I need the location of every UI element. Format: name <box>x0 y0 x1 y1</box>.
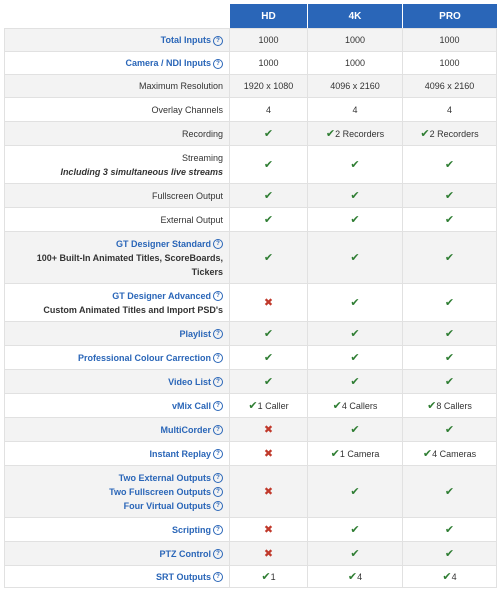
cross-icon: ✖ <box>263 296 274 309</box>
cell-value: 1000 <box>439 58 460 68</box>
feature-label-cell <box>4 283 229 321</box>
feature-link[interactable]: vMix Call <box>171 400 211 411</box>
edition-cell-4k <box>307 97 402 121</box>
feature-label: Overlay Channels <box>151 104 223 115</box>
header-hd: HD <box>229 4 307 28</box>
feature-label: Maximum Resolution <box>138 81 223 91</box>
check-icon: ✔ <box>444 296 455 309</box>
edition-cell-hd <box>229 393 307 417</box>
help-icon[interactable]: ? <box>213 401 223 411</box>
feature-label: 100+ Built-In Animated Titles, ScoreBoards, <box>36 252 223 263</box>
edition-cell-4k <box>307 74 402 97</box>
check-icon: ✔ <box>263 127 274 140</box>
feature-link[interactable]: Video List <box>168 376 211 387</box>
check-icon: ✔ <box>444 523 455 536</box>
edition-cell-pro <box>402 541 497 565</box>
edition-cell-4k <box>307 231 402 283</box>
cell-value: 4 <box>446 104 452 115</box>
cross-icon: ✖ <box>263 547 274 560</box>
feature-label-line <box>9 523 223 537</box>
check-icon: ✔ <box>248 399 258 412</box>
edition-cell-pro <box>402 74 497 97</box>
check-icon: ✔ <box>444 485 455 498</box>
help-icon[interactable]: ? <box>213 501 223 511</box>
feature-link[interactable]: Two External Outputs <box>118 472 211 483</box>
feature-link[interactable]: GT Designer Standard <box>115 238 211 249</box>
feature-label-cell <box>4 183 229 207</box>
feature-label-line <box>9 485 223 499</box>
edition-cell-hd <box>229 517 307 541</box>
feature-row <box>4 97 497 121</box>
feature-label: Streaming <box>181 152 223 163</box>
feature-label-line <box>9 499 223 513</box>
cell-value: 4096 x 2160 <box>424 81 475 91</box>
cell-value: 4 <box>265 104 271 115</box>
cell-value: 1920 x 1080 <box>243 81 294 91</box>
feature-link[interactable]: MultiCorder <box>160 424 211 435</box>
feature-label-line <box>9 151 223 165</box>
edition-cell-4k <box>307 283 402 321</box>
edition-cell-pro <box>402 97 497 121</box>
check-icon: ✔ <box>263 375 274 388</box>
edition-cell-pro <box>402 28 497 51</box>
feature-row <box>4 517 497 541</box>
feature-label-line <box>9 265 223 279</box>
feature-label-line <box>9 447 223 461</box>
feature-label-line <box>9 127 223 141</box>
check-icon: ✔ <box>422 447 433 460</box>
feature-row <box>4 565 497 588</box>
check-icon: ✔ <box>263 158 274 171</box>
edition-cell-pro <box>402 517 497 541</box>
feature-row <box>4 417 497 441</box>
cell-value: 1000 <box>258 35 279 45</box>
check-icon: ✔ <box>444 547 455 560</box>
feature-label-line <box>9 423 223 437</box>
feature-label-cell <box>4 517 229 541</box>
check-icon: ✔ <box>444 189 455 202</box>
feature-row <box>4 145 497 183</box>
feature-row <box>4 321 497 345</box>
feature-label-line <box>9 56 223 70</box>
help-icon[interactable]: ? <box>213 59 223 69</box>
feature-link[interactable]: PTZ Control <box>159 548 211 559</box>
edition-cell-4k <box>307 517 402 541</box>
check-icon: ✔ <box>427 399 437 412</box>
check-icon: ✔ <box>350 213 360 226</box>
cell-value: 2 Recorders <box>429 128 479 139</box>
edition-comparison-table <box>4 4 497 588</box>
feature-link[interactable]: Total Inputs <box>160 35 211 45</box>
cross-icon: ✖ <box>263 485 274 498</box>
cell-value: 8 Callers <box>436 400 472 411</box>
feature-link[interactable]: Playlist <box>179 328 211 339</box>
feature-label: Fullscreen Output <box>151 190 223 201</box>
edition-cell-pro <box>402 417 497 441</box>
feature-row <box>4 369 497 393</box>
edition-cell-hd <box>229 231 307 283</box>
feature-label: Including 3 simultaneous live streams <box>60 166 223 177</box>
edition-cell-hd <box>229 321 307 345</box>
feature-label-line <box>9 399 223 413</box>
feature-link[interactable]: Four Virtual Outputs <box>123 500 211 511</box>
check-icon: ✔ <box>444 158 455 171</box>
cell-value: 1 <box>270 571 276 582</box>
check-icon: ✔ <box>444 327 455 340</box>
edition-cell-hd <box>229 207 307 231</box>
feature-row <box>4 465 497 517</box>
edition-cell-pro <box>402 283 497 321</box>
feature-label-line <box>9 237 223 251</box>
edition-cell-pro <box>402 565 497 588</box>
edition-cell-hd <box>229 345 307 369</box>
feature-label-line <box>9 213 223 227</box>
feature-row <box>4 51 497 74</box>
check-icon: ✔ <box>350 296 360 309</box>
feature-label-cell <box>4 345 229 369</box>
feature-label-cell <box>4 51 229 74</box>
check-icon: ✔ <box>350 251 360 264</box>
cell-value: 4 <box>357 571 363 582</box>
edition-cell-hd <box>229 74 307 97</box>
edition-cell-4k <box>307 145 402 183</box>
help-icon[interactable]: ? <box>213 473 223 483</box>
cell-value: 2 Recorders <box>335 128 385 139</box>
help-icon[interactable]: ? <box>213 572 223 582</box>
check-icon: ✔ <box>442 570 452 583</box>
feature-label-line <box>9 375 223 389</box>
feature-label-cell <box>4 541 229 565</box>
feature-label-line <box>9 351 223 365</box>
feature-label-cell <box>4 369 229 393</box>
edition-cell-hd <box>229 97 307 121</box>
edition-cell-pro <box>402 321 497 345</box>
edition-cell-hd <box>229 441 307 465</box>
edition-cell-hd <box>229 183 307 207</box>
help-icon[interactable]: ? <box>213 36 223 46</box>
feature-label-line <box>9 33 223 47</box>
edition-cell-pro <box>402 441 497 465</box>
check-icon: ✔ <box>350 351 360 364</box>
check-icon: ✔ <box>325 127 336 140</box>
check-icon: ✔ <box>350 158 360 171</box>
cross-icon: ✖ <box>263 447 274 460</box>
edition-cell-hd <box>229 541 307 565</box>
edition-cell-hd <box>229 51 307 74</box>
cell-value: 1000 <box>344 58 366 68</box>
edition-cell-pro <box>402 121 497 145</box>
check-icon: ✔ <box>350 523 360 536</box>
feature-label-cell <box>4 417 229 441</box>
cross-icon: ✖ <box>263 523 274 536</box>
feature-label-line <box>9 303 223 317</box>
edition-cell-pro <box>402 231 497 283</box>
feature-link[interactable]: Camera / NDI Inputs <box>125 58 211 68</box>
cell-value: 1000 <box>258 58 279 68</box>
check-icon: ✔ <box>263 251 274 264</box>
feature-label-cell <box>4 565 229 588</box>
check-icon: ✔ <box>263 189 274 202</box>
feature-label-line <box>9 547 223 561</box>
check-icon: ✔ <box>420 127 430 140</box>
cell-value: 1000 <box>344 35 366 45</box>
check-icon: ✔ <box>350 189 360 202</box>
edition-cell-hd <box>229 417 307 441</box>
feature-label-line <box>9 570 223 584</box>
edition-cell-hd <box>229 565 307 588</box>
edition-cell-4k <box>307 183 402 207</box>
help-icon[interactable]: ? <box>213 329 223 339</box>
check-icon: ✔ <box>444 251 455 264</box>
cell-value: 4 Callers <box>341 400 378 411</box>
help-icon[interactable]: ? <box>213 353 223 363</box>
edition-cell-4k <box>307 28 402 51</box>
feature-row <box>4 231 497 283</box>
help-icon[interactable]: ? <box>213 377 223 387</box>
check-icon: ✔ <box>350 327 360 340</box>
edition-cell-hd <box>229 121 307 145</box>
feature-label-line <box>9 189 223 203</box>
cross-icon: ✖ <box>263 423 274 436</box>
help-icon[interactable]: ? <box>213 425 223 435</box>
edition-cell-pro <box>402 207 497 231</box>
help-icon[interactable]: ? <box>213 449 223 459</box>
feature-row <box>4 541 497 565</box>
help-icon[interactable]: ? <box>213 525 223 535</box>
feature-label-cell <box>4 145 229 183</box>
feature-label-cell <box>4 465 229 517</box>
feature-label-line <box>9 79 223 93</box>
edition-cell-4k <box>307 441 402 465</box>
check-icon: ✔ <box>347 570 358 583</box>
feature-row <box>4 74 497 97</box>
help-icon[interactable]: ? <box>213 487 223 497</box>
feature-link[interactable]: Instant Replay <box>149 448 211 459</box>
edition-cell-pro <box>402 465 497 517</box>
check-icon: ✔ <box>350 423 360 436</box>
feature-row <box>4 393 497 417</box>
edition-cell-pro <box>402 369 497 393</box>
help-icon[interactable]: ? <box>213 291 223 301</box>
check-icon: ✔ <box>350 375 360 388</box>
edition-cell-hd <box>229 369 307 393</box>
feature-label-cell <box>4 74 229 97</box>
check-icon: ✔ <box>332 399 342 412</box>
edition-cell-4k <box>307 321 402 345</box>
feature-label-line <box>9 471 223 485</box>
feature-row <box>4 345 497 369</box>
feature-label-cell <box>4 441 229 465</box>
feature-label: External Output <box>160 214 223 225</box>
cell-value: 1 Caller <box>257 400 289 411</box>
feature-label-cell <box>4 97 229 121</box>
edition-cell-4k <box>307 51 402 74</box>
check-icon: ✔ <box>444 351 455 364</box>
edition-cell-pro <box>402 145 497 183</box>
header-4k: 4K <box>307 4 402 28</box>
feature-label-cell <box>4 207 229 231</box>
check-icon: ✔ <box>263 351 274 364</box>
feature-label: Custom Animated Titles and Import PSD's <box>43 304 223 315</box>
feature-row <box>4 121 497 145</box>
header-row <box>4 4 497 28</box>
feature-row <box>4 28 497 51</box>
edition-cell-4k <box>307 369 402 393</box>
edition-cell-hd <box>229 465 307 517</box>
feature-label-cell <box>4 28 229 51</box>
edition-cell-4k <box>307 121 402 145</box>
feature-link[interactable]: Professional Colour Carrection <box>77 352 211 363</box>
check-icon: ✔ <box>444 213 455 226</box>
feature-label-cell <box>4 393 229 417</box>
edition-cell-4k <box>307 393 402 417</box>
edition-cell-4k <box>307 541 402 565</box>
cell-value: 4096 x 2160 <box>330 81 380 91</box>
feature-row <box>4 441 497 465</box>
cell-value: 4 Cameras <box>432 448 477 459</box>
help-icon[interactable]: ? <box>213 239 223 249</box>
feature-row <box>4 283 497 321</box>
check-icon: ✔ <box>263 213 274 226</box>
feature-label-line <box>9 251 223 265</box>
header-pro: PRO <box>402 4 497 28</box>
feature-label-cell <box>4 121 229 145</box>
feature-row <box>4 207 497 231</box>
feature-row <box>4 183 497 207</box>
feature-link[interactable]: Scripting <box>171 524 211 535</box>
feature-rows <box>4 28 497 588</box>
check-icon: ✔ <box>444 423 455 436</box>
check-icon: ✔ <box>350 547 360 560</box>
feature-link[interactable]: Two Fullscreen Outputs <box>109 486 211 497</box>
edition-cell-hd <box>229 145 307 183</box>
edition-cell-4k <box>307 565 402 588</box>
feature-label: Tickers <box>191 266 223 277</box>
feature-label-line <box>9 165 223 179</box>
edition-cell-4k <box>307 417 402 441</box>
edition-cell-4k <box>307 465 402 517</box>
cell-value: 4 <box>451 571 457 582</box>
feature-label: Recording <box>181 128 223 139</box>
edition-cell-pro <box>402 183 497 207</box>
check-icon: ✔ <box>261 570 271 583</box>
check-icon: ✔ <box>263 327 274 340</box>
feature-label-line <box>9 289 223 303</box>
help-icon[interactable]: ? <box>213 549 223 559</box>
feature-label-line <box>9 103 223 117</box>
edition-cell-pro <box>402 51 497 74</box>
edition-cell-4k <box>307 207 402 231</box>
feature-label-line <box>9 327 223 341</box>
check-icon: ✔ <box>350 485 360 498</box>
cell-value: 1 Camera <box>339 448 380 459</box>
edition-cell-4k <box>307 345 402 369</box>
feature-link[interactable]: SRT Outputs <box>156 571 211 582</box>
edition-cell-pro <box>402 345 497 369</box>
edition-cell-pro <box>402 393 497 417</box>
cell-value: 4 <box>352 104 358 115</box>
edition-cell-hd <box>229 283 307 321</box>
check-icon: ✔ <box>444 375 455 388</box>
feature-link[interactable]: GT Designer Advanced <box>112 290 211 301</box>
check-icon: ✔ <box>330 447 340 460</box>
feature-label-cell <box>4 321 229 345</box>
feature-label-cell <box>4 231 229 283</box>
cell-value: 1000 <box>439 35 460 45</box>
edition-cell-hd <box>229 28 307 51</box>
header-blank <box>4 4 229 28</box>
